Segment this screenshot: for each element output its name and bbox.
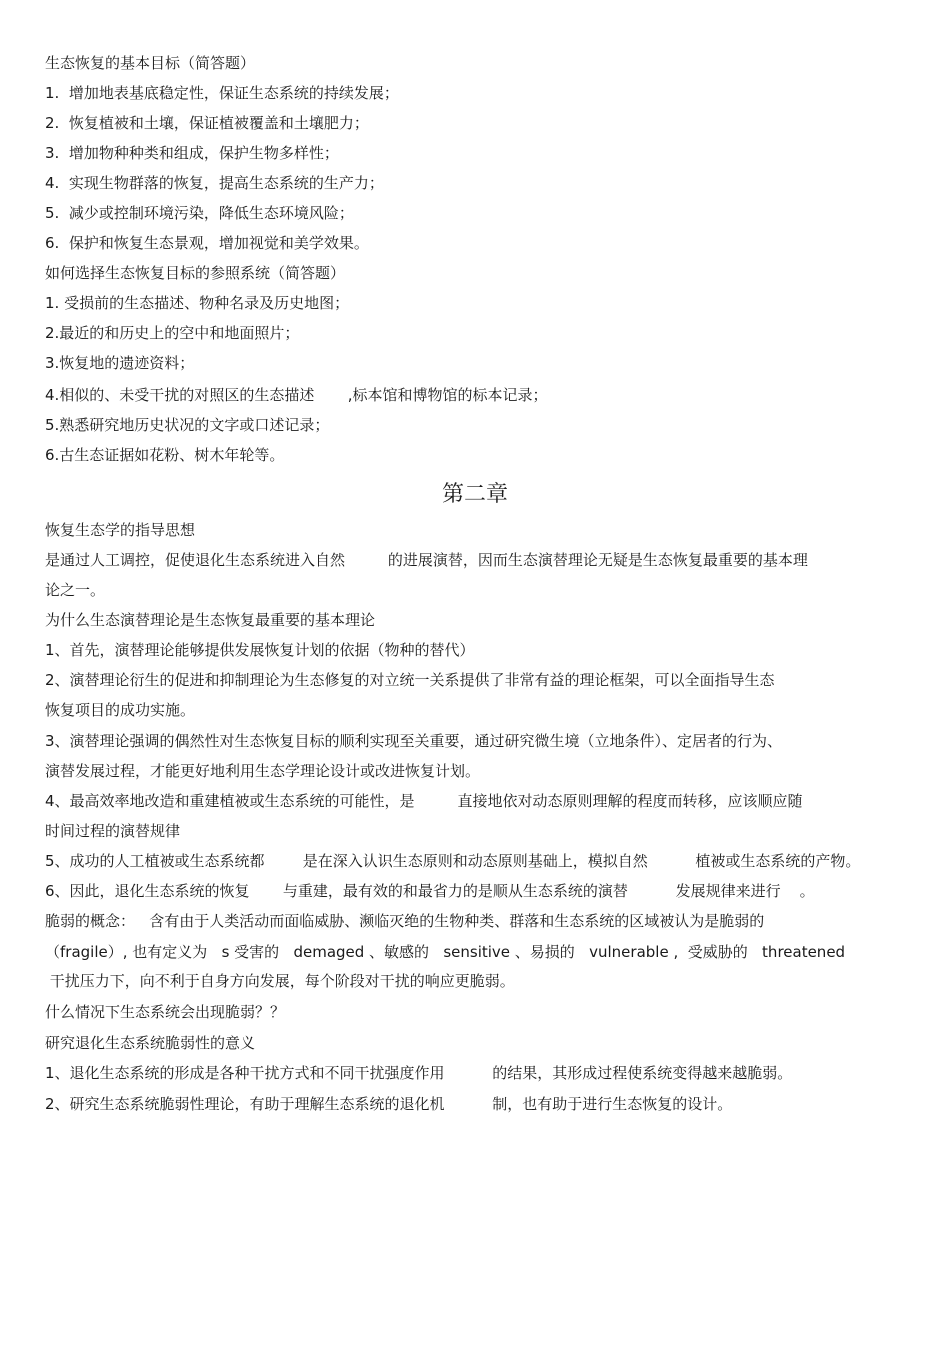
fragility-definition: 干扰压力下，向不利于自身方向发展，每个阶段对干扰的响应更脆弱。 (45, 972, 515, 990)
goal-item: 2. 恢复植被和土壤，保证植被覆盖和土壤肥力； (45, 114, 369, 132)
reason-item: 3、演替理论强调的偶然性对生态恢复目标的顺利实现至关重要，通过研究微生境（立地条件）、定居者的行为、 (45, 732, 783, 750)
reason-item: 5、成功的人工植被或生态系统都 是在深入认识生态原则和动态原则基础上，模拟自然 植被或生态系统的产物。 (45, 852, 861, 870)
reference-item: 4.相似的、未受干扰的对照区的生态描述 ,标本馆和博物馆的标本记录； (45, 386, 548, 404)
reason-item: 6、因此，退化生态系统的恢复 与重建，最有效的和最省力的是顺从生态系统的演替 发展规律来进行 。 (45, 882, 815, 900)
reference-item: 6.古生态证据如花粉、树木年轮等。 (45, 446, 285, 464)
reason-item: 2、演替理论衍生的促进和抑制理论为生态修复的对立统一关系提供了非常有益的理论框架，可以全面指导生态 (45, 671, 775, 689)
reference-item: 5.熟悉研究地历史状况的文字或口述记录； (45, 416, 330, 434)
section-title-fragility-significance: 研究退化生态系统脆弱性的意义 (45, 1034, 256, 1052)
reference-item: 3.恢复地的遗迹资料； (45, 354, 195, 372)
fragility-definition: 脆弱的概念： 含有由于人类活动而面临威胁、濒临灭绝的生物种类、群落和生态系统的区域被认为是脆弱的 (45, 912, 765, 930)
reference-item: 1. 受损前的生态描述、物种名录及历史地图； (45, 294, 350, 312)
goal-item: 5. 减少或控制环境污染，降低生态环境风险； (45, 204, 354, 222)
reason-item-continuation: 演替发展过程，才能更好地利用生态学理论设计或改进恢复计划。 (45, 762, 481, 780)
significance-item: 1、退化生态系统的形成是各种干扰方式和不同干扰强度作用 的结果，其形成过程使系统变得越来越脆弱。 (45, 1064, 793, 1082)
goal-item: 4. 实现生物群落的恢复，提高生态系统的生产力； (45, 174, 384, 192)
question-line: 什么情况下生态系统会出现脆弱？？ (45, 1003, 286, 1021)
fragility-definition: （fragile）, 也有定义为 s 受害的 demaged 、敏感的 sensitive 、易损的 vulnerable , 受威胁的 threatened (45, 943, 846, 961)
section-title-reference-system: 如何选择生态恢复目标的参照系统（简答题） (45, 264, 346, 282)
reference-item: 2.最近的和历史上的空中和地面照片； (45, 324, 300, 342)
reason-item-continuation: 时间过程的演替规律 (45, 822, 181, 840)
paragraph-line: 论之一。 (45, 581, 106, 599)
section-title-guiding-thought: 恢复生态学的指导思想 (45, 521, 196, 539)
significance-item: 2、研究生态系统脆弱性理论，有助于理解生态系统的退化机 制，也有助于进行生态恢复的设计。 (45, 1095, 733, 1113)
goal-item: 1. 增加地表基底稳定性，保证生态系统的持续发展； (45, 84, 399, 102)
section-title-succession-theory: 为什么生态演替理论是生态恢复最重要的基本理论 (45, 611, 376, 629)
chapter-heading: 第二章 (441, 482, 508, 507)
reason-item: 4、最高效率地改造和重建植被或生态系统的可能性，是 直接地依对动态原则理解的程度而转移，应该顺应随 (45, 792, 803, 810)
goal-item: 6. 保护和恢复生态景观，增加视觉和美学效果。 (45, 234, 369, 252)
section-title-restoration-goals: 生态恢复的基本目标（简答题） (45, 54, 256, 72)
paragraph-line: 是通过人工调控，促使退化生态系统进入自然 的进展演替，因而生态演替理论无疑是生态恢复最重要的基本理 (45, 551, 808, 569)
goal-item: 3. 增加物种种类和组成，保护生物多样性； (45, 144, 339, 162)
reason-item: 1、首先，演替理论能够提供发展恢复计划的依据（物种的替代） (45, 641, 475, 659)
reason-item-continuation: 恢复项目的成功实施。 (45, 701, 196, 719)
